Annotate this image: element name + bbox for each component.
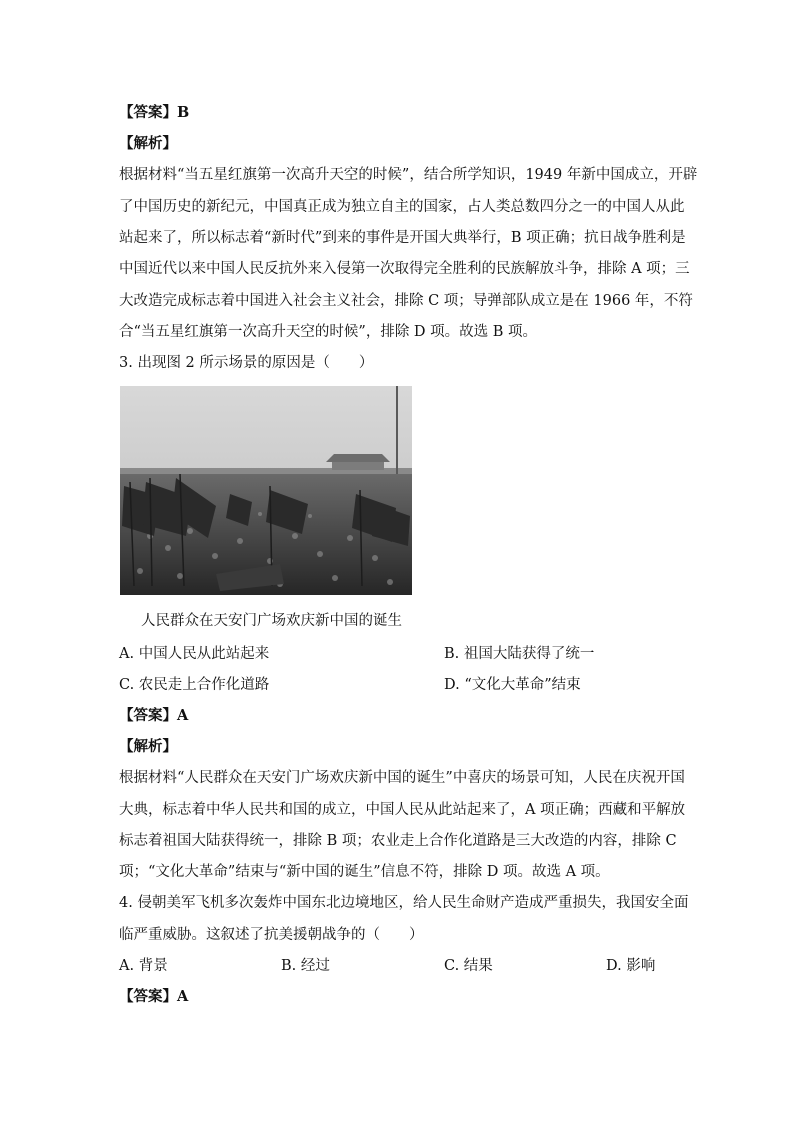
q2-analysis-line-5: 大改造完成标志着中国进入社会主义社会，排除 C 项；导弹部队成立是在 1966 年，不符 [119,293,693,309]
q2-analysis-line-4: 中国近代以来中国人民反抗外来入侵第一次取得完全胜利的民族解放斗争，排除 A 项；三 [119,261,690,277]
q4-question-line-1: 4. 侵朝美军飞机多次轰炸中国东北边境地区，给人民生命财产造成严重损失，我国安全面 [119,895,689,911]
q3-option-a: A. 中国人民从此站起来 [119,646,270,662]
q3-answer: 【答案】A [119,707,189,724]
q2-analysis-line-3: 站起来了，所以标志着“新时代”到来的事件是开国大典举行，B 项正确；抗日战争胜利是 [119,230,686,246]
photo-caption: 人民群众在天安门广场欢庆新中国的诞生 [141,613,402,629]
q2-analysis-label: 【解析】 [119,135,177,152]
q4-question-line-2: 临严重威胁。这叙述了抗美援朝战争的（ ） [119,927,424,943]
q3-option-b: B. 祖国大陆获得了统一 [444,646,595,662]
q2-analysis-line-6: 合“当五星红旗第一次高升天空的时候”，排除 D 项。故选 B 项。 [119,324,538,340]
q3-analysis-label: 【解析】 [119,738,177,755]
q3-option-c: C. 农民走上合作化道路 [119,677,270,693]
tiananmen-crowd-photo [120,386,412,595]
q4-answer: 【答案】A [119,988,189,1005]
q3-question: 3. 出现图 2 所示场景的原因是（ ） [119,355,374,371]
q4-option-a: A. 背景 [119,958,168,974]
q3-analysis-line-3: 标志着祖国大陆获得统一，排除 B 项；农业走上合作化道路是三大改造的内容，排除 C [119,833,677,849]
q2-analysis-line-2: 了中国历史的新纪元，中国真正成为独立自主的国家，占人类总数四分之一的中国人从此 [119,199,685,215]
q3-option-d: D. “文化大革命”结束 [444,677,581,693]
q4-option-c: C. 结果 [444,958,493,974]
q4-option-d: D. 影响 [606,958,656,974]
q3-analysis-line-1: 根据材料“人民群众在天安门广场欢庆新中国的诞生”中喜庆的场景可知，人民在庆祝开国 [119,770,685,786]
q2-answer: 【答案】B [119,104,190,121]
q3-analysis-line-4: 项；“文化大革命”结束与“新中国的诞生”信息不符，排除 D 项。故选 A 项。 [119,864,610,880]
q3-analysis-line-2: 大典，标志着中华人民共和国的成立，中国人民从此站起来了，A 项正确；西藏和平解放 [119,802,686,818]
q2-analysis-line-1: 根据材料“当五星红旗第一次高升天空的时候”，结合所学知识，1949 年新中国成立，开辟 [119,167,698,183]
q4-option-b: B. 经过 [281,958,330,974]
